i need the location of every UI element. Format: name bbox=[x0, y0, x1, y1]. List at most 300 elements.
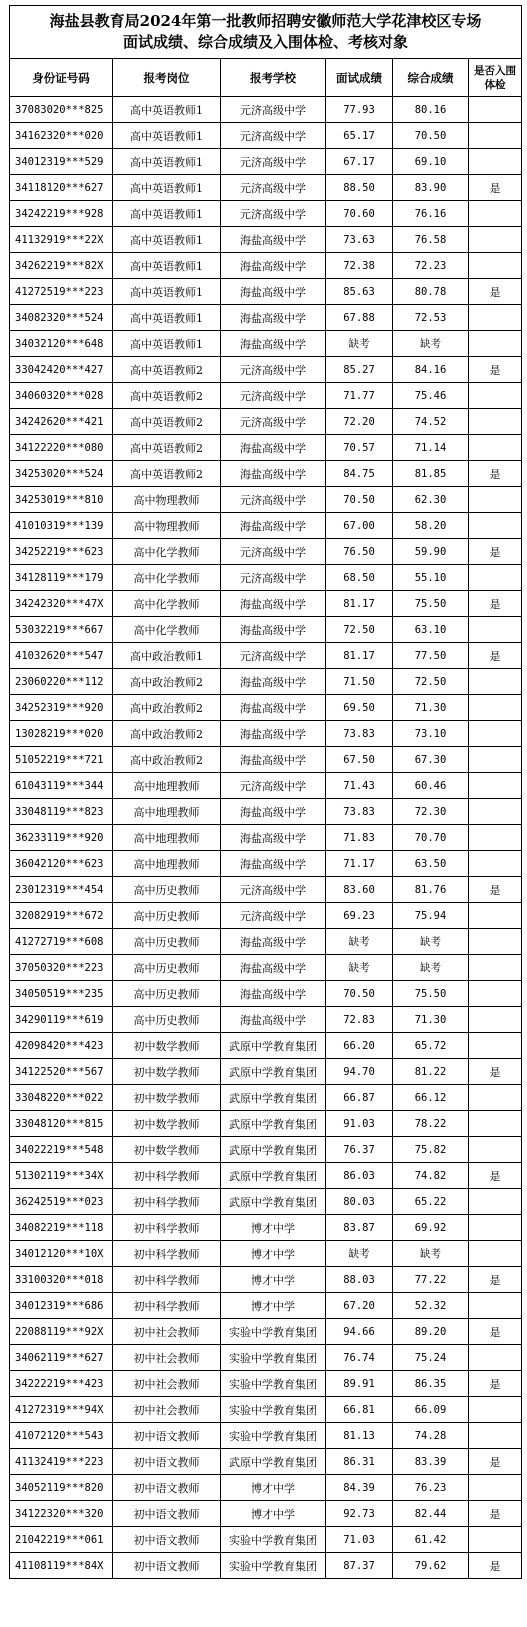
total-score-cell: 67.30 bbox=[393, 747, 469, 773]
table-row bbox=[10, 1163, 522, 1189]
medical-check-cell bbox=[469, 903, 522, 929]
document-title bbox=[10, 6, 522, 59]
interview-score-cell: 80.03 bbox=[326, 1189, 393, 1215]
total-score-cell: 65.72 bbox=[393, 1033, 469, 1059]
table-row bbox=[10, 1475, 522, 1501]
school-cell: 实验中学教育集团 bbox=[221, 1527, 326, 1553]
table-row bbox=[10, 1553, 522, 1579]
school-cell: 武原中学教育集团 bbox=[221, 1085, 326, 1111]
position-cell: 高中地理教师 bbox=[113, 799, 221, 825]
medical-check-cell: 是 bbox=[469, 1371, 522, 1397]
school-cell: 海盐高级中学 bbox=[221, 461, 326, 487]
id-number-cell: 37050320***223 bbox=[10, 955, 113, 981]
school-cell: 武原中学教育集团 bbox=[221, 1059, 326, 1085]
id-number-cell: 41108119***84X bbox=[10, 1553, 113, 1579]
total-score-cell: 75.50 bbox=[393, 591, 469, 617]
school-cell: 海盐高级中学 bbox=[221, 981, 326, 1007]
table-row bbox=[10, 773, 522, 799]
position-cell: 高中英语教师1 bbox=[113, 305, 221, 331]
medical-check-cell: 是 bbox=[469, 1553, 522, 1579]
position-cell: 初中数学教师 bbox=[113, 1033, 221, 1059]
id-number-cell: 42098420***423 bbox=[10, 1033, 113, 1059]
position-cell: 高中英语教师1 bbox=[113, 175, 221, 201]
medical-check-cell: 是 bbox=[469, 1267, 522, 1293]
header-id-number: 身份证号码 bbox=[10, 59, 113, 97]
interview-score-cell: 67.50 bbox=[326, 747, 393, 773]
position-cell: 高中政治教师2 bbox=[113, 747, 221, 773]
school-cell: 元济高级中学 bbox=[221, 97, 326, 123]
total-score-cell: 65.22 bbox=[393, 1189, 469, 1215]
position-cell: 高中地理教师 bbox=[113, 851, 221, 877]
id-number-cell: 36242519***023 bbox=[10, 1189, 113, 1215]
medical-check-cell bbox=[469, 1345, 522, 1371]
school-cell: 元济高级中学 bbox=[221, 903, 326, 929]
interview-score-cell: 72.20 bbox=[326, 409, 393, 435]
medical-check-cell: 是 bbox=[469, 1319, 522, 1345]
id-number-cell: 34162320***020 bbox=[10, 123, 113, 149]
position-cell: 高中英语教师1 bbox=[113, 123, 221, 149]
id-number-cell: 34252219***623 bbox=[10, 539, 113, 565]
total-score-cell: 76.23 bbox=[393, 1475, 469, 1501]
position-cell: 初中语文教师 bbox=[113, 1423, 221, 1449]
table-row bbox=[10, 253, 522, 279]
interview-score-cell: 85.27 bbox=[326, 357, 393, 383]
total-score-cell: 60.46 bbox=[393, 773, 469, 799]
medical-check-cell bbox=[469, 565, 522, 591]
id-number-cell: 34122220***080 bbox=[10, 435, 113, 461]
interview-score-cell: 67.20 bbox=[326, 1293, 393, 1319]
table-row bbox=[10, 617, 522, 643]
id-number-cell: 34082320***524 bbox=[10, 305, 113, 331]
id-number-cell: 22088119***92X bbox=[10, 1319, 113, 1345]
table-row bbox=[10, 331, 522, 357]
table-row bbox=[10, 1423, 522, 1449]
table-row bbox=[10, 409, 522, 435]
total-score-cell: 74.28 bbox=[393, 1423, 469, 1449]
medical-check-cell: 是 bbox=[469, 643, 522, 669]
interview-score-cell: 76.74 bbox=[326, 1345, 393, 1371]
table-row bbox=[10, 799, 522, 825]
position-cell: 初中科学教师 bbox=[113, 1241, 221, 1267]
interview-score-cell: 70.50 bbox=[326, 981, 393, 1007]
position-cell: 高中政治教师2 bbox=[113, 721, 221, 747]
medical-check-cell bbox=[469, 1527, 522, 1553]
id-number-cell: 34060320***028 bbox=[10, 383, 113, 409]
medical-check-cell bbox=[469, 929, 522, 955]
id-number-cell: 34012120***10X bbox=[10, 1241, 113, 1267]
total-score-cell: 76.58 bbox=[393, 227, 469, 253]
id-number-cell: 51302119***34X bbox=[10, 1163, 113, 1189]
medical-check-cell bbox=[469, 435, 522, 461]
interview-score-cell: 71.03 bbox=[326, 1527, 393, 1553]
total-score-cell: 缺考 bbox=[393, 929, 469, 955]
id-number-cell: 34253020***524 bbox=[10, 461, 113, 487]
table-row bbox=[10, 1189, 522, 1215]
total-score-cell: 77.50 bbox=[393, 643, 469, 669]
total-score-cell: 76.16 bbox=[393, 201, 469, 227]
medical-check-cell: 是 bbox=[469, 877, 522, 903]
school-cell: 元济高级中学 bbox=[221, 487, 326, 513]
id-number-cell: 34262219***82X bbox=[10, 253, 113, 279]
total-score-cell: 74.52 bbox=[393, 409, 469, 435]
school-cell: 实验中学教育集团 bbox=[221, 1397, 326, 1423]
total-score-cell: 66.12 bbox=[393, 1085, 469, 1111]
total-score-cell: 63.10 bbox=[393, 617, 469, 643]
total-score-cell: 69.10 bbox=[393, 149, 469, 175]
id-number-cell: 53032219***667 bbox=[10, 617, 113, 643]
interview-score-cell: 76.37 bbox=[326, 1137, 393, 1163]
id-number-cell: 33048220***022 bbox=[10, 1085, 113, 1111]
medical-check-cell bbox=[469, 227, 522, 253]
interview-score-cell: 88.03 bbox=[326, 1267, 393, 1293]
id-number-cell: 34222219***423 bbox=[10, 1371, 113, 1397]
total-score-cell: 70.70 bbox=[393, 825, 469, 851]
total-score-cell: 70.50 bbox=[393, 123, 469, 149]
total-score-cell: 80.16 bbox=[393, 97, 469, 123]
total-score-cell: 55.10 bbox=[393, 565, 469, 591]
medical-check-cell bbox=[469, 149, 522, 175]
position-cell: 高中历史教师 bbox=[113, 1007, 221, 1033]
title-line-1: 海盐县教育局2024年第一批教师招聘安徽师范大学花津校区专场 bbox=[49, 12, 482, 30]
medical-check-cell: 是 bbox=[469, 357, 522, 383]
medical-check-cell: 是 bbox=[469, 279, 522, 305]
id-number-cell: 34242320***47X bbox=[10, 591, 113, 617]
school-cell: 武原中学教育集团 bbox=[221, 1137, 326, 1163]
school-cell: 武原中学教育集团 bbox=[221, 1163, 326, 1189]
school-cell: 海盐高级中学 bbox=[221, 513, 326, 539]
position-cell: 高中历史教师 bbox=[113, 877, 221, 903]
medical-check-cell: 是 bbox=[469, 1449, 522, 1475]
total-score-cell: 77.22 bbox=[393, 1267, 469, 1293]
interview-score-cell: 71.17 bbox=[326, 851, 393, 877]
position-cell: 初中数学教师 bbox=[113, 1085, 221, 1111]
medical-check-cell bbox=[469, 305, 522, 331]
position-cell: 高中化学教师 bbox=[113, 539, 221, 565]
interview-score-cell: 86.31 bbox=[326, 1449, 393, 1475]
school-cell: 海盐高级中学 bbox=[221, 747, 326, 773]
medical-check-cell bbox=[469, 123, 522, 149]
interview-score-cell: 70.57 bbox=[326, 435, 393, 461]
position-cell: 高中化学教师 bbox=[113, 617, 221, 643]
id-number-cell: 34242219***928 bbox=[10, 201, 113, 227]
position-cell: 高中英语教师2 bbox=[113, 461, 221, 487]
school-cell: 元济高级中学 bbox=[221, 643, 326, 669]
medical-check-cell bbox=[469, 1033, 522, 1059]
total-score-cell: 83.90 bbox=[393, 175, 469, 201]
interview-score-cell: 81.17 bbox=[326, 643, 393, 669]
table-row bbox=[10, 1033, 522, 1059]
table-row bbox=[10, 175, 522, 201]
position-cell: 高中英语教师1 bbox=[113, 253, 221, 279]
table-row bbox=[10, 97, 522, 123]
position-cell: 初中科学教师 bbox=[113, 1215, 221, 1241]
id-number-cell: 41010319***139 bbox=[10, 513, 113, 539]
header-position: 报考岗位 bbox=[113, 59, 221, 97]
position-cell: 初中科学教师 bbox=[113, 1293, 221, 1319]
position-cell: 初中社会教师 bbox=[113, 1345, 221, 1371]
position-cell: 高中政治教师2 bbox=[113, 695, 221, 721]
school-cell: 海盐高级中学 bbox=[221, 305, 326, 331]
medical-check-cell bbox=[469, 721, 522, 747]
id-number-cell: 41032620***547 bbox=[10, 643, 113, 669]
interview-score-cell: 67.88 bbox=[326, 305, 393, 331]
school-cell: 元济高级中学 bbox=[221, 123, 326, 149]
total-score-cell: 89.20 bbox=[393, 1319, 469, 1345]
position-cell: 初中科学教师 bbox=[113, 1163, 221, 1189]
total-score-cell: 62.30 bbox=[393, 487, 469, 513]
table-body bbox=[10, 97, 522, 1579]
table-row bbox=[10, 721, 522, 747]
table-row bbox=[10, 1397, 522, 1423]
interview-score-cell: 68.50 bbox=[326, 565, 393, 591]
interview-score-cell: 73.83 bbox=[326, 799, 393, 825]
school-cell: 海盐高级中学 bbox=[221, 253, 326, 279]
total-score-cell: 63.50 bbox=[393, 851, 469, 877]
table-row bbox=[10, 227, 522, 253]
title-row bbox=[10, 6, 522, 59]
position-cell: 初中数学教师 bbox=[113, 1137, 221, 1163]
interview-score-cell: 66.87 bbox=[326, 1085, 393, 1111]
interview-score-cell: 71.83 bbox=[326, 825, 393, 851]
table-row bbox=[10, 643, 522, 669]
school-cell: 海盐高级中学 bbox=[221, 279, 326, 305]
school-cell: 元济高级中学 bbox=[221, 565, 326, 591]
medical-check-cell bbox=[469, 1293, 522, 1319]
school-cell: 海盐高级中学 bbox=[221, 721, 326, 747]
id-number-cell: 36233119***920 bbox=[10, 825, 113, 851]
table-row bbox=[10, 487, 522, 513]
medical-check-cell bbox=[469, 1215, 522, 1241]
position-cell: 初中语文教师 bbox=[113, 1553, 221, 1579]
medical-check-cell bbox=[469, 773, 522, 799]
school-cell: 海盐高级中学 bbox=[221, 591, 326, 617]
interview-score-cell: 94.70 bbox=[326, 1059, 393, 1085]
table-row bbox=[10, 461, 522, 487]
table-row bbox=[10, 123, 522, 149]
school-cell: 实验中学教育集团 bbox=[221, 1345, 326, 1371]
medical-check-cell bbox=[469, 383, 522, 409]
school-cell: 海盐高级中学 bbox=[221, 227, 326, 253]
id-number-cell: 51052219***721 bbox=[10, 747, 113, 773]
school-cell: 武原中学教育集团 bbox=[221, 1449, 326, 1475]
id-number-cell: 34032120***648 bbox=[10, 331, 113, 357]
id-number-cell: 34022219***548 bbox=[10, 1137, 113, 1163]
school-cell: 元济高级中学 bbox=[221, 539, 326, 565]
school-cell: 博才中学 bbox=[221, 1501, 326, 1527]
position-cell: 初中科学教师 bbox=[113, 1189, 221, 1215]
total-score-cell: 71.30 bbox=[393, 1007, 469, 1033]
position-cell: 高中政治教师1 bbox=[113, 643, 221, 669]
school-cell: 元济高级中学 bbox=[221, 175, 326, 201]
school-cell: 海盐高级中学 bbox=[221, 331, 326, 357]
table-row bbox=[10, 149, 522, 175]
header-row bbox=[10, 59, 522, 97]
table-row bbox=[10, 279, 522, 305]
medical-check-cell bbox=[469, 513, 522, 539]
school-cell: 海盐高级中学 bbox=[221, 825, 326, 851]
table-row bbox=[10, 1059, 522, 1085]
medical-check-cell bbox=[469, 669, 522, 695]
school-cell: 武原中学教育集团 bbox=[221, 1189, 326, 1215]
position-cell: 高中物理教师 bbox=[113, 487, 221, 513]
school-cell: 海盐高级中学 bbox=[221, 851, 326, 877]
table-row bbox=[10, 305, 522, 331]
position-cell: 初中语文教师 bbox=[113, 1475, 221, 1501]
total-score-cell: 75.46 bbox=[393, 383, 469, 409]
header-medical-check: 是否入围体检 bbox=[469, 59, 522, 97]
total-score-cell: 75.50 bbox=[393, 981, 469, 1007]
medical-check-cell bbox=[469, 1397, 522, 1423]
total-score-cell: 缺考 bbox=[393, 955, 469, 981]
table-row bbox=[10, 1345, 522, 1371]
table-row bbox=[10, 435, 522, 461]
total-score-cell: 86.35 bbox=[393, 1371, 469, 1397]
interview-score-cell: 77.93 bbox=[326, 97, 393, 123]
medical-check-cell: 是 bbox=[469, 539, 522, 565]
id-number-cell: 34118120***627 bbox=[10, 175, 113, 201]
position-cell: 初中数学教师 bbox=[113, 1059, 221, 1085]
school-cell: 博才中学 bbox=[221, 1215, 326, 1241]
total-score-cell: 81.22 bbox=[393, 1059, 469, 1085]
table-row bbox=[10, 1267, 522, 1293]
id-number-cell: 41272519***223 bbox=[10, 279, 113, 305]
total-score-cell: 74.82 bbox=[393, 1163, 469, 1189]
interview-score-cell: 83.87 bbox=[326, 1215, 393, 1241]
medical-check-cell bbox=[469, 1085, 522, 1111]
id-number-cell: 34052119***820 bbox=[10, 1475, 113, 1501]
medical-check-cell bbox=[469, 695, 522, 721]
school-cell: 博才中学 bbox=[221, 1267, 326, 1293]
interview-score-cell: 70.50 bbox=[326, 487, 393, 513]
id-number-cell: 34050519***235 bbox=[10, 981, 113, 1007]
medical-check-cell bbox=[469, 97, 522, 123]
position-cell: 高中地理教师 bbox=[113, 773, 221, 799]
position-cell: 高中英语教师2 bbox=[113, 383, 221, 409]
id-number-cell: 34242620***421 bbox=[10, 409, 113, 435]
medical-check-cell bbox=[469, 409, 522, 435]
interview-score-cell: 69.50 bbox=[326, 695, 393, 721]
table-row bbox=[10, 1085, 522, 1111]
medical-check-cell: 是 bbox=[469, 591, 522, 617]
position-cell: 高中英语教师1 bbox=[113, 331, 221, 357]
position-cell: 高中历史教师 bbox=[113, 903, 221, 929]
total-score-cell: 84.16 bbox=[393, 357, 469, 383]
table-row bbox=[10, 1007, 522, 1033]
table-row bbox=[10, 903, 522, 929]
interview-score-cell: 73.63 bbox=[326, 227, 393, 253]
medical-check-cell bbox=[469, 1423, 522, 1449]
id-number-cell: 33048119***823 bbox=[10, 799, 113, 825]
interview-score-cell: 86.03 bbox=[326, 1163, 393, 1189]
total-score-cell: 61.42 bbox=[393, 1527, 469, 1553]
id-number-cell: 32082919***672 bbox=[10, 903, 113, 929]
school-cell: 海盐高级中学 bbox=[221, 435, 326, 461]
interview-score-cell: 66.20 bbox=[326, 1033, 393, 1059]
table-row bbox=[10, 747, 522, 773]
interview-score-cell: 70.60 bbox=[326, 201, 393, 227]
position-cell: 初中数学教师 bbox=[113, 1111, 221, 1137]
position-cell: 高中英语教师1 bbox=[113, 149, 221, 175]
medical-check-cell bbox=[469, 955, 522, 981]
interview-score-cell: 缺考 bbox=[326, 1241, 393, 1267]
id-number-cell: 34253019***810 bbox=[10, 487, 113, 513]
id-number-cell: 41072120***543 bbox=[10, 1423, 113, 1449]
id-number-cell: 34012319***529 bbox=[10, 149, 113, 175]
medical-check-cell: 是 bbox=[469, 1059, 522, 1085]
id-number-cell: 41132919***22X bbox=[10, 227, 113, 253]
medical-check-cell bbox=[469, 331, 522, 357]
table-row bbox=[10, 591, 522, 617]
id-number-cell: 34122320***320 bbox=[10, 1501, 113, 1527]
school-cell: 武原中学教育集团 bbox=[221, 1033, 326, 1059]
medical-check-cell bbox=[469, 1137, 522, 1163]
position-cell: 高中历史教师 bbox=[113, 955, 221, 981]
total-score-cell: 75.24 bbox=[393, 1345, 469, 1371]
total-score-cell: 缺考 bbox=[393, 1241, 469, 1267]
interview-score-cell: 67.00 bbox=[326, 513, 393, 539]
interview-score-cell: 66.81 bbox=[326, 1397, 393, 1423]
medical-check-cell bbox=[469, 253, 522, 279]
position-cell: 初中社会教师 bbox=[113, 1319, 221, 1345]
total-score-cell: 58.20 bbox=[393, 513, 469, 539]
total-score-cell: 69.92 bbox=[393, 1215, 469, 1241]
medical-check-cell bbox=[469, 487, 522, 513]
interview-score-cell: 73.83 bbox=[326, 721, 393, 747]
table-row bbox=[10, 1449, 522, 1475]
total-score-cell: 82.44 bbox=[393, 1501, 469, 1527]
medical-check-cell bbox=[469, 1475, 522, 1501]
position-cell: 高中英语教师1 bbox=[113, 97, 221, 123]
total-score-cell: 72.50 bbox=[393, 669, 469, 695]
table-row bbox=[10, 929, 522, 955]
table-row bbox=[10, 877, 522, 903]
id-number-cell: 33100320***018 bbox=[10, 1267, 113, 1293]
id-number-cell: 34252319***920 bbox=[10, 695, 113, 721]
medical-check-cell: 是 bbox=[469, 1163, 522, 1189]
position-cell: 高中政治教师2 bbox=[113, 669, 221, 695]
total-score-cell: 71.30 bbox=[393, 695, 469, 721]
total-score-cell: 81.85 bbox=[393, 461, 469, 487]
medical-check-cell bbox=[469, 617, 522, 643]
interview-score-cell: 89.91 bbox=[326, 1371, 393, 1397]
table-row bbox=[10, 1501, 522, 1527]
position-cell: 高中历史教师 bbox=[113, 981, 221, 1007]
id-number-cell: 33042420***427 bbox=[10, 357, 113, 383]
interview-score-cell: 69.23 bbox=[326, 903, 393, 929]
position-cell: 高中英语教师2 bbox=[113, 357, 221, 383]
school-cell: 海盐高级中学 bbox=[221, 617, 326, 643]
total-score-cell: 71.14 bbox=[393, 435, 469, 461]
interview-score-cell: 71.43 bbox=[326, 773, 393, 799]
school-cell: 实验中学教育集团 bbox=[221, 1553, 326, 1579]
position-cell: 初中科学教师 bbox=[113, 1267, 221, 1293]
total-score-cell: 78.22 bbox=[393, 1111, 469, 1137]
total-score-cell: 83.39 bbox=[393, 1449, 469, 1475]
table-row bbox=[10, 851, 522, 877]
table-row bbox=[10, 565, 522, 591]
table-row bbox=[10, 383, 522, 409]
total-score-cell: 72.53 bbox=[393, 305, 469, 331]
medical-check-cell: 是 bbox=[469, 461, 522, 487]
interview-score-cell: 81.13 bbox=[326, 1423, 393, 1449]
medical-check-cell: 是 bbox=[469, 1501, 522, 1527]
medical-check-cell bbox=[469, 1241, 522, 1267]
school-cell: 实验中学教育集团 bbox=[221, 1319, 326, 1345]
medical-check-cell bbox=[469, 981, 522, 1007]
position-cell: 高中化学教师 bbox=[113, 591, 221, 617]
interview-score-cell: 92.73 bbox=[326, 1501, 393, 1527]
id-number-cell: 34290119***619 bbox=[10, 1007, 113, 1033]
